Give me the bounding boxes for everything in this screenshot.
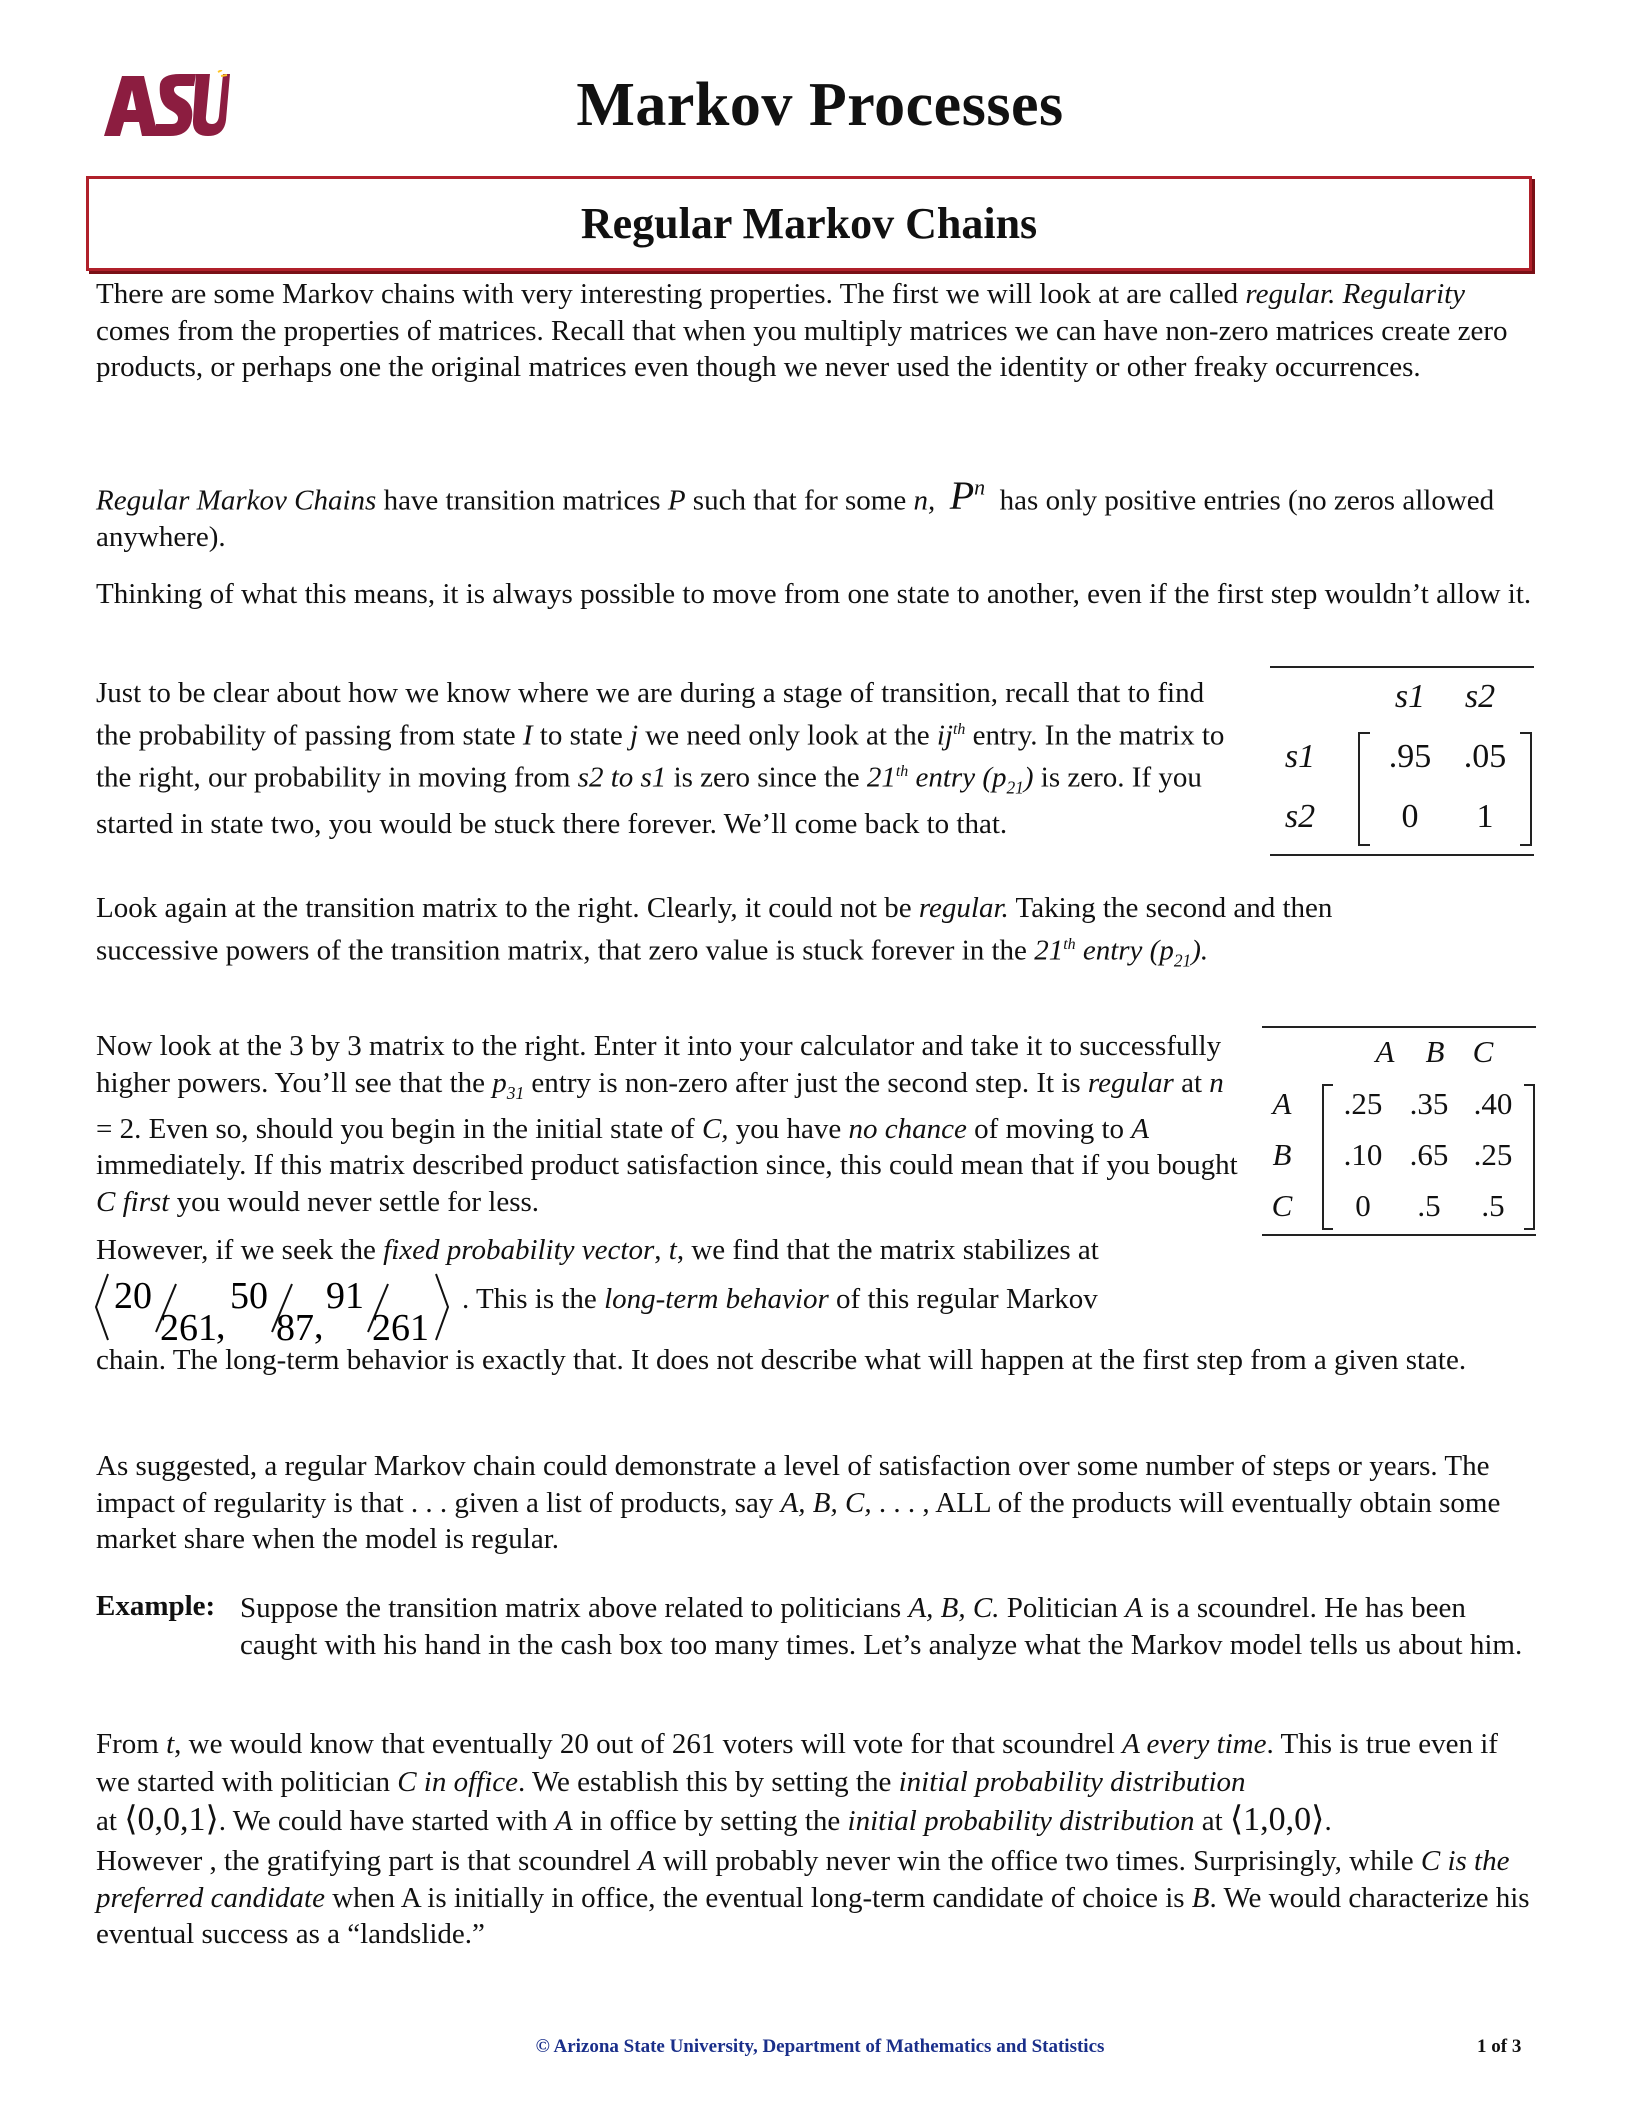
text: n [1209,1066,1224,1099]
landslide-paragraph [96,1843,1536,1953]
text: Suppose the transition matrix above related to politicians [240,1592,909,1624]
matrix-cell: 1 [1476,798,1494,835]
vector-num: 50 [230,1275,268,1317]
matrix-cell: 0 [1355,1188,1371,1223]
text: C first [96,1185,170,1218]
text: 21 [1034,934,1064,967]
text: . We could have started with [218,1805,555,1837]
text: ⟨0,0,1⟩ [124,1801,219,1838]
col-header: B [1425,1034,1445,1069]
text: = 2. Even so, should you begin in the initial state of [96,1112,702,1145]
text: Taking the second and then successive powers of the transition matrix, that zero value is stuck forever in the [96,892,1333,967]
text: However, if we seek the [96,1234,384,1266]
text: . This is the [462,1282,605,1315]
col-header: s1 [1394,678,1426,715]
text: regular [1087,1066,1174,1099]
text: t [166,1728,175,1760]
transition-matrix-1 [1270,660,1534,856]
text: is zero. If you started in state two, you would be stuck there forever. We’ll come back to that. [96,761,1202,840]
text: you would never settle for less. [169,1185,540,1218]
text: in office by setting the [572,1805,848,1837]
rule [1262,1026,1536,1028]
text: has only positive entries (no zeros allowed anywhere). [96,484,1495,553]
row-header: B [1272,1137,1292,1172]
text: initial probability distribution [847,1805,1195,1837]
svg-text:,: , [314,1305,324,1344]
row-header: s2 [1284,798,1316,835]
long-term-paragraph: chain. The long-term behavior is exactly that. It does not describe what will happen at the first step from a given state. [96,1344,1467,1376]
text: such that for some [685,484,914,517]
not-regular-paragraph [96,890,1456,978]
text: From [96,1728,167,1760]
text: p [492,1066,507,1099]
text: Now look at the 3 by 3 matrix to the right. Enter it into your calculator and take it to successfully higher powers. You’ll see that the [96,1030,1222,1099]
matrix-cell: .5 [1481,1188,1505,1223]
text: will probably never win the office two times. Surprisingly, while [655,1845,1421,1877]
text: ⟨1,0,0⟩ [1229,1801,1325,1838]
text: at [1173,1066,1210,1099]
text: P [949,473,975,519]
text: P [667,484,686,517]
text: is zero since the [666,761,867,794]
text: no chance [848,1112,967,1145]
text: I [522,719,533,752]
footer-copyright: © Arizona State University, Department of Mathematics and Statistics [535,2036,1105,2057]
transition-matrix-2 [1262,1020,1536,1236]
text: A [1125,1592,1143,1624]
text: As suggested, a regular Markov chain could demonstrate a level of satisfaction over some number of steps or years. The impact of regularity is that . . . given a list of products, say [96,1450,1490,1519]
matrix-cell: .25 [1343,1086,1383,1121]
page-number: 1 of 3 [1477,2036,1522,2057]
example-paragraph [240,1590,1540,1663]
matrix-cell: .35 [1409,1086,1449,1121]
text: j [629,719,639,752]
text: we need only look at the [638,719,937,752]
text: n [974,475,986,500]
vector-den: 261 [160,1307,217,1344]
row-header: A [1272,1086,1292,1121]
left-bracket [1358,732,1370,846]
page-title: Markov Processes [576,71,1064,139]
vector-num: 20 [114,1275,152,1317]
col-header: s2 [1464,678,1496,715]
text: at [96,1805,125,1837]
rule [1270,854,1534,856]
text: , we would know that eventually 20 out of 261 voters will vote for that scoundrel [174,1728,1123,1760]
text: n, [913,484,936,517]
rule [1262,1234,1536,1236]
text: . . . , ALL of the products will eventually obtain some market share when the model is regular. [96,1486,1501,1555]
text: C in office [397,1766,519,1798]
text: you have [728,1112,849,1145]
definition-paragraph [96,470,1536,555]
text: 31 [506,1082,525,1103]
text: Regularity [1342,278,1466,310]
text: There are some Markov chains with very interesting properties. The first we will look at are called [96,278,1246,310]
text: at [1194,1805,1230,1837]
right-bracket [1520,732,1532,846]
suggestion-paragraph [96,1448,1536,1558]
row-header: s1 [1284,738,1316,775]
text: . We would characterize his eventual success as a “landslide.” [96,1881,1530,1950]
text: . We establish this by setting the [518,1766,899,1798]
text: entry (p [915,761,1007,794]
text: ) [1023,761,1034,794]
matrix-cell: .25 [1473,1137,1513,1172]
matrix-cell: .40 [1473,1086,1513,1121]
rule [1270,666,1534,668]
text: Look again at the transition matrix to the right. Clearly, it could not be [96,892,919,924]
text: Politician [999,1592,1126,1624]
text: A [554,1805,573,1837]
text: t [668,1234,677,1266]
text: s2 to s1 [577,761,667,794]
text: is a scoundrel. He has been caught with his hand in the cash box too many times. Let’s analyze what the Markov model tells us about him. [240,1592,1523,1661]
text: Just to be clear about how we know where we are during a stage of transition, recall that to find the probability of passing from state [96,677,1205,752]
text: entry (p [1075,934,1174,967]
text: when A is initially in office, the eventual long-term candidate of choice is [324,1881,1192,1914]
text: regular. [918,892,1009,924]
vector-den: 87 [276,1307,314,1344]
text: th [952,720,966,738]
text: th [895,762,909,780]
text: B [1191,1881,1210,1914]
matrix-cell: .10 [1343,1137,1383,1172]
three-by-three-paragraph [96,1028,1246,1220]
text: . This is true even if we started with politician [96,1728,1498,1798]
text: A, B, C, [780,1486,872,1519]
text: of moving to [966,1112,1132,1145]
text: immediately. If this matrix described product satisfaction since, this could mean that if you bought [96,1149,1238,1182]
matrix-cell: 0 [1401,798,1419,835]
svg-text:,: , [216,1305,226,1344]
text: However , the gratifying part is that scoundrel [96,1845,638,1877]
text: A, B, C. [908,1592,1000,1624]
matrix-cell: .65 [1409,1137,1449,1172]
text: 21 [1006,777,1024,798]
text: of this regular Markov [828,1282,1098,1315]
text: , we find that the matrix stabilizes at [676,1234,1099,1266]
matrix-cell: .5 [1417,1188,1441,1223]
text: Regular Markov Chains [96,484,377,517]
text: entry. In the matrix to the right, our probability in moving from [96,719,1225,794]
text: . [1324,1805,1332,1837]
example-label: Example: [96,1590,216,1622]
text: ij [936,719,953,752]
entry-paragraph [96,675,1236,842]
text: regular. [1245,278,1336,310]
fixed-vector-line [92,1270,1098,1344]
fixed-probability-vector [92,1270,462,1344]
text: to state [532,719,630,752]
text: C, [701,1112,729,1145]
intro-paragraph [96,276,1536,386]
p-power [950,473,985,518]
meaning-paragraph: Thinking of what this means, it is always possible to move from one state to another, even if the first step wouldn’t allow it. [96,578,1532,610]
text: comes from the properties of matrices. Recall that when you multiply matrices we can have non-zero matrices create zero products, or perhaps one the original matrices even though we never used the identity or other freaky occurrences. [96,314,1508,383]
text: fixed probability vector [383,1234,655,1266]
text: ). [1191,934,1209,967]
text: have transition matrices [376,484,668,517]
section-banner [86,176,1532,271]
text: long-term behavior [604,1282,829,1315]
from-t-paragraph [96,1725,1536,1840]
vector-den: 261 [372,1307,429,1344]
text: A [1131,1112,1149,1145]
text: 21 [866,761,896,794]
text: , [654,1234,669,1266]
text: initial probability distribution [898,1766,1246,1798]
text: th [1063,935,1076,953]
text: 21 [1173,949,1192,970]
col-header: C [1472,1034,1494,1069]
section-title: Regular Markov Chains [580,199,1038,248]
text: A every time [1122,1728,1267,1760]
row-header: C [1271,1188,1293,1223]
text: entry is non-zero after just the second step. It is [524,1066,1088,1099]
matrix-cell: .95 [1388,738,1432,775]
vector-num: 91 [326,1275,364,1317]
col-header: A [1375,1034,1395,1069]
fixed-vector-paragraph [96,1232,1246,1269]
text: C is the preferred candidate [96,1845,1510,1914]
matrix-cell: .05 [1463,738,1507,775]
text: A [637,1845,656,1877]
